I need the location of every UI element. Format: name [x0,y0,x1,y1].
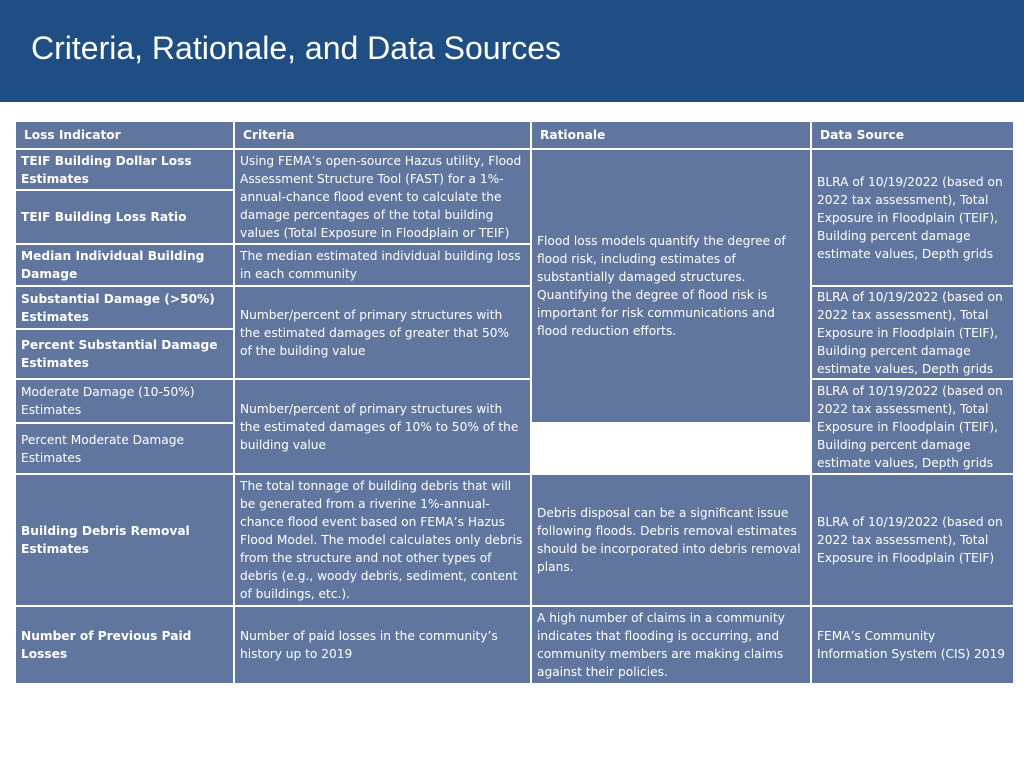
data-source-debris-removal: BLRA of 10/19/2022 (based on 2022 tax assessment), Total Exposure in Floodplain (TEIF) [811,474,1014,606]
rationale-paid-losses: A high number of claims in a community indicates that flooding is occurring, and community members are making claims against their policies. [531,606,811,684]
indicator-percent-moderate: Percent Moderate Damage Estimates [15,423,234,474]
indicator-percent-substantial: Percent Substantial Damage Estimates [15,329,234,379]
indicator-paid-losses: Number of Previous Paid Losses [15,606,234,684]
header-loss-indicator: Loss Indicator [15,121,234,149]
criteria-moderate: Number/percent of primary structures with the estimated damages of 10% to 50% of the building value [234,379,531,474]
slide-title: Criteria, Rationale, and Data Sources [31,30,562,66]
data-source-paid-losses: FEMA’s Community Information System (CIS) 2019 [811,606,1014,684]
indicator-teif-dollar-loss: TEIF Building Dollar Loss Estimates [15,149,234,190]
table-row [15,149,1014,190]
indicator-median-damage: Median Individual Building Damage [15,244,234,286]
table-row [15,286,1014,329]
table-row [15,474,1014,606]
criteria-substantial: Number/percent of primary structures with the estimated damages of greater that 50% of the building value [234,286,531,379]
table-row [15,606,1014,684]
criteria-teif: Using FEMA’s open-source Hazus utility, Flood Assessment Structure Tool (FAST) for a 1%-annual-chance flood event to calculate the damage percentages of the total building values (Total Exposure in Floodplain or TEIF) [234,149,531,244]
criteria-table [14,120,1015,685]
header-criteria: Criteria [234,121,531,149]
criteria-median-damage: The median estimated individual building loss in each community [234,244,531,286]
criteria-debris-removal: The total tonnage of building debris that will be generated from a riverine 1%-annual-chance flood event based on FEMA’s Hazus Flood Model. The model calculates only debris from the structure and not other types of debris (e.g., woody debris, sediment, content of buildings, etc.). [234,474,531,606]
data-source-group-1: BLRA of 10/19/2022 (based on 2022 tax assessment), Total Exposure in Floodplain (TEIF), Building percent damage estimate values, Depth grids [811,149,1014,286]
data-source-group-2: BLRA of 10/19/2022 (based on 2022 tax assessment), Total Exposure in Floodplain (TEIF), Building percent damage estimate values, Depth grids [811,286,1014,379]
rationale-flood-loss: Flood loss models quantify the degree of flood risk, including estimates of substantially damaged structures. Quantifying the degree of flood risk is important for risk communications and flood reduction efforts. [531,149,811,423]
indicator-substantial-damage: Substantial Damage (>50%) Estimates [15,286,234,329]
indicator-debris-removal: Building Debris Removal Estimates [15,474,234,606]
rationale-debris-removal: Debris disposal can be a significant issue following floods. Debris removal estimates should be incorporated into debris removal plans. [531,474,811,606]
data-source-group-3: BLRA of 10/19/2022 (based on 2022 tax assessment), Total Exposure in Floodplain (TEIF), Building percent damage estimate values, Depth grids [811,379,1014,474]
indicator-teif-loss-ratio: TEIF Building Loss Ratio [15,190,234,244]
table-header-row [15,121,1014,149]
header-data-source: Data Source [811,121,1014,149]
criteria-paid-losses: Number of paid losses in the community’s history up to 2019 [234,606,531,684]
table-row [15,379,1014,423]
header-rationale: Rationale [531,121,811,149]
indicator-moderate-damage: Moderate Damage (10-50%) Estimates [15,379,234,423]
